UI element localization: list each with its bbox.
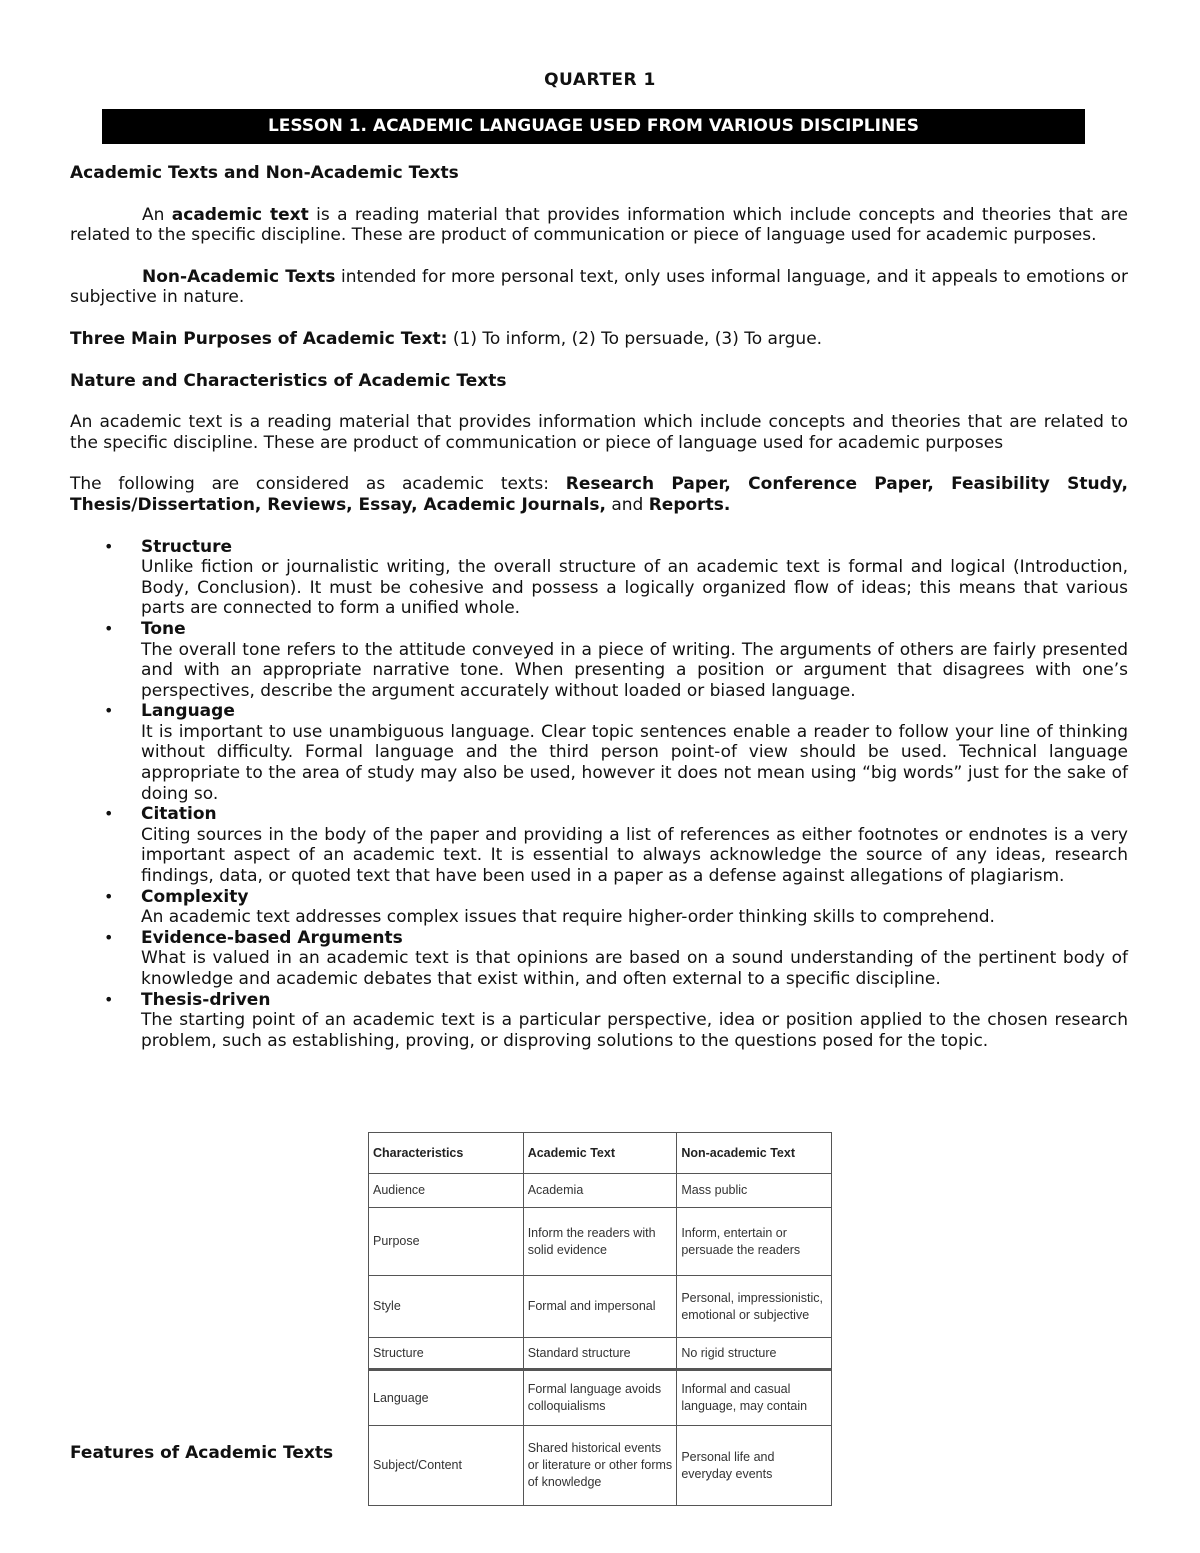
list-item [70, 990, 1128, 1052]
bullet-icon: • [104, 804, 114, 824]
bullet-icon: • [104, 886, 114, 906]
table-row [369, 1426, 832, 1506]
academic-text-definition: An academic text is a reading material that provides information which include concepts and theories that are related to the specific discipline. These are product of communication or piece of language used for academic purposes. [70, 204, 1128, 246]
table-cell: Inform, entertain or persuade the readers [677, 1208, 832, 1276]
bullet-icon: • [104, 701, 114, 721]
document-body [70, 163, 1128, 1051]
quarter-title: QUARTER 1 [544, 70, 656, 90]
characteristic-text: Unlike fiction or journalistic writing, the overall structure of an academic text is formal and logical (Introduction, Body, Conclusion). It must be cohesive and possess a logically organized flow of ideas; this means that various parts are connected to form a unified whole. [141, 557, 1128, 619]
table-cell: No rigid structure [677, 1338, 832, 1370]
characteristic-text: What is valued in an academic text is that opinions are based on a sound understanding of the pertinent body of knowledge and academic debates that exist within, and often external to a specific discipline. [141, 948, 1128, 989]
three-main-purposes: Three Main Purposes of Academic Text: (1) To inform, (2) To persuade, (3) To argue. [70, 328, 823, 349]
table-header-row [369, 1133, 832, 1174]
characteristic-title: Citation [141, 804, 217, 825]
table-cell: Formal and impersonal [523, 1276, 677, 1338]
bullet-icon: • [104, 536, 114, 556]
characteristic-title: Language [141, 701, 235, 722]
academic-text-types-list: Research Paper, Conference Paper, Feasibility Study, Thesis/Dissertation, Reviews, Essay, Academic Journals, [70, 474, 1128, 515]
characteristics-list [70, 537, 1128, 1052]
table-row [369, 1174, 832, 1208]
list-item [70, 928, 1128, 990]
table-row [369, 1208, 832, 1276]
list-item [70, 537, 1128, 619]
lesson-title-bar: LESSON 1. ACADEMIC LANGUAGE USED FROM VARIOUS DISCIPLINES [102, 109, 1085, 144]
table-header-cell: Academic Text [523, 1133, 677, 1174]
features-heading: Features of Academic Texts [70, 1443, 334, 1463]
section-heading-academic-vs-nonacademic: Academic Texts and Non-Academic Texts [70, 163, 459, 183]
non-academic-text-definition: Non-Academic Texts intended for more personal text, only uses informal language, and it appeals to emotions or subjective in nature. [70, 266, 1128, 308]
table-cell: Academia [523, 1174, 677, 1208]
table-header-cell: Non-academic Text [677, 1133, 832, 1174]
table-cell: Purpose [369, 1208, 524, 1276]
list-item [70, 804, 1128, 886]
characteristic-title: Thesis-driven [141, 989, 271, 1010]
table-cell: Shared historical events or literature or other forms of knowledge [523, 1426, 677, 1506]
characteristic-title: Evidence-based Arguments [141, 927, 403, 948]
table-row [369, 1370, 832, 1426]
table-cell: Structure [369, 1338, 524, 1370]
non-academic-text-term: Non-Academic Texts [142, 266, 336, 287]
table-cell: Mass public [677, 1174, 832, 1208]
table-cell: Formal language avoids colloquialisms [523, 1370, 677, 1426]
table-cell: Informal and casual language, may contain [677, 1370, 832, 1426]
characteristic-text: An academic text addresses complex issues that require higher-order thinking skills to comprehend. [141, 907, 995, 928]
characteristic-text: Citing sources in the body of the paper and providing a list of references as either footnotes or endnotes is a very important aspect of an academic text. It is essential to always acknowledge the source of any ideas, research findings, data, or quoted text that have been used in a paper as a defense against allegations of plagiarism. [141, 824, 1128, 887]
table-cell: Inform the readers with solid evidence [523, 1208, 677, 1276]
bullet-icon: • [104, 989, 114, 1009]
table-row [369, 1276, 832, 1338]
table-cell: Style [369, 1276, 524, 1338]
purposes-label: Three Main Purposes of Academic Text: [70, 328, 448, 349]
list-item [70, 701, 1128, 804]
table-cell: Personal, impressionistic, emotional or subjective [677, 1276, 832, 1338]
characteristic-title: Complexity [141, 886, 249, 907]
characteristic-title: Structure [141, 536, 233, 557]
table-cell: Standard structure [523, 1338, 677, 1370]
nature-paragraph: An academic text is a reading material that provides information which include concepts and theories that are related to the specific discipline. These are product of communication or piece of language used for academic purposes [70, 412, 1128, 453]
table-row [369, 1338, 832, 1370]
bullet-icon: • [104, 927, 114, 947]
section-heading-nature-characteristics: Nature and Characteristics of Academic Texts [70, 370, 507, 391]
characteristic-text: It is important to use unambiguous language. Clear topic sentences enable a reader to follow your line of thinking without difficulty. Formal language and the third person point-of view should be used. Technical language appropriate to the area of study may also be used, however it does not mean using “big words” just for the sake of doing so. [141, 721, 1128, 804]
table-cell: Personal life and everyday events [677, 1426, 832, 1506]
academic-text-term: academic text [171, 204, 309, 225]
table-cell: Subject/Content [369, 1426, 524, 1506]
list-item [70, 619, 1128, 701]
table-header-cell: Characteristics [369, 1133, 524, 1174]
bullet-icon: • [104, 618, 114, 638]
table-cell: Audience [369, 1174, 524, 1208]
academic-text-types-paragraph: The following are considered as academic texts: Research Paper, Conference Paper, Feasibility Study, Thesis/Dissertation, Reviews, Essay, Academic Journals, and Reports. [70, 474, 1128, 515]
characteristic-text: The starting point of an academic text is a particular perspective, idea or position applied to the chosen research problem, such as establishing, proving, or disproving solutions to the questions posed for the topic. [141, 1010, 1128, 1051]
list-item [70, 887, 1128, 928]
comparison-table [368, 1132, 832, 1506]
characteristic-text: The overall tone refers to the attitude conveyed in a piece of writing. The arguments of others are fairly presented and with an appropriate narrative tone. When presenting a position or argument that disagrees with one’s perspectives, describe the argument accurately without loaded or biased language. [141, 639, 1128, 701]
characteristic-title: Tone [141, 618, 186, 639]
table-cell: Language [369, 1370, 524, 1426]
